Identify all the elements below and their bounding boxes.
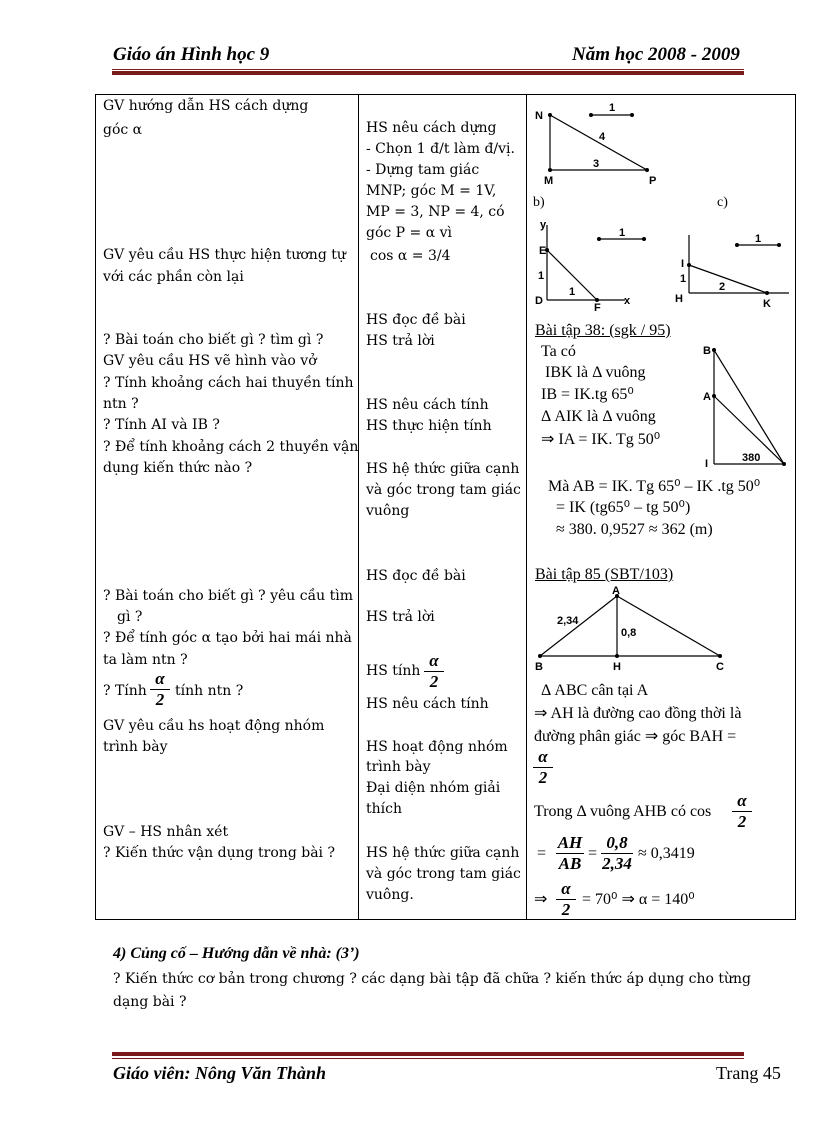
exercise-85-title: Bài tập 85 (SBT/103) [535,566,674,583]
col2-line: HS thực hiện tính [366,418,492,434]
bt38-line: ⇒ IA = IK. Tg 50⁰ [541,431,661,448]
bt85-line: ≈ 0,3419 [638,845,695,862]
exercise-38-figure [698,340,790,470]
label-C: C [716,661,724,673]
bt85-line: ⇒ [534,891,548,908]
col1-line: ? Bài toán cho biết gì ? tìm gì ? [103,332,324,348]
fraction-ah-over-ab: AH AB [557,833,583,873]
section-title: 4) Củng cố – Hướng dẫn về nhà: (3’) [113,945,360,962]
col1-line: GV hướng dẫn HS cách dựng [103,98,309,114]
col1-line: trình bày [103,739,168,755]
label-1: 1 [619,227,626,239]
header-rule-thin [112,69,744,70]
col2-line: - Chọn 1 đ/t làm đ/vị. [366,141,515,157]
section-line: dạng bài ? [113,994,187,1010]
col2-line: Đại diện nhóm giải [366,780,501,796]
col1-line: tính ntn ? [175,683,244,699]
col1-line: ? Tính [103,683,147,699]
label-P: P [649,175,657,187]
label-A: A [703,391,711,403]
col1-line: ? Để tính góc α tạo bởi hai mái nhà [103,630,352,646]
col2-line: thích [366,801,402,817]
bt85-line: Trong Δ vuông AHB có cos [534,803,712,820]
fraction-0-8-over-2-34: 0,8 2,34 [602,833,632,873]
fraction-alpha-over-2: α 2 [424,652,444,691]
col2-line: cos α = 3/4 [370,248,451,264]
col1-line: ? Để tính khoảng cách 2 thuyền vận [103,439,359,455]
label-1: 1 [755,233,762,245]
label-M: M [544,175,554,187]
figure-b-tag: b) [533,195,545,210]
col1-line: ? Kiến thức vận dụng trong bài ? [103,845,335,861]
col2-line: HS trả lời [366,333,435,349]
label-0-8: 0,8 [621,627,637,639]
col-divider-1 [358,94,359,920]
bt85-line: = 70⁰ ⇒ α = 140⁰ [582,891,695,908]
col2-line: góc P = α vì [366,225,453,241]
col2-line: HS hệ thức giữa cạnh [366,845,520,861]
col1-line: dụng kiến thức nào ? [103,460,253,476]
exercise-38-title: Bài tập 38: (sgk / 95) [535,322,671,339]
label-y: y [540,219,547,231]
col2-line: HS nêu cách dựng [366,120,497,136]
col2-line: vuông [366,503,410,519]
col1-line: GV yêu cầu HS thực hiện tương tự [103,247,346,263]
col2-line: HS hệ thức giữa cạnh [366,461,520,477]
col2-line: HS nêu cách tính [366,696,489,712]
col2-line: HS hoạt động nhóm [366,739,508,755]
col2-line: MNP; góc M = 1V, [366,183,497,199]
section-line: ? Kiến thức cơ bản trong chương ? các dạng bài tập đã chữa ? kiến thức áp dụng cho từng [113,971,752,987]
col1-line: với các phần còn lại [103,269,244,285]
col1-line: ta làm ntn ? [103,652,188,668]
header-rule-thick [112,71,744,75]
page-number: Trang 45 [716,1063,781,1083]
label-2-34: 2,34 [557,615,579,627]
label-1: 1 [569,286,576,298]
col1-line: GV yêu cầu hs hoạt động nhóm [103,718,325,734]
bt85-line: = [537,845,547,862]
exercise-85-figure [530,584,730,674]
col1-line: ntn ? [103,396,139,412]
bt85-line: ⇒ AH là đường cao đồng thời là [534,705,742,722]
header-right: Năm học 2008 - 2009 [572,44,740,65]
col2-line: vuông. [366,887,414,903]
fraction-alpha-over-2: α 2 [556,880,576,919]
col1-line: gì ? [117,609,143,625]
label-4: 4 [599,131,606,143]
header-left: Giáo án Hình học 9 [113,44,270,65]
bt38-line: ≈ 380. 0,9527 ≈ 362 (m) [556,521,713,538]
label-H: H [613,661,621,673]
label-E: E [539,245,547,257]
bt38-line: Mà AB = IK. Tg 65⁰ – IK .tg 50⁰ [548,478,761,495]
bt38-line: Ta có [541,343,576,360]
col2-line: HS tính [366,663,421,679]
col2-line: HS nêu cách tính [366,397,489,413]
col2-line: và góc trong tam giác [366,482,521,498]
figure-c-tag: c) [717,195,728,210]
col1-line: ? Tính AI và IB ? [103,417,220,433]
label-x: x [624,295,631,307]
label-380: 380 [742,452,761,464]
footer-rule-thick [112,1052,744,1056]
label-D: D [535,295,543,307]
label-A: A [612,585,620,597]
footer-left: Giáo viên: Nông Văn Thành [113,1063,327,1083]
bt38-line: = IK (tg65⁰ – tg 50⁰) [556,499,691,516]
footer-rule-thin [112,1058,744,1059]
col1-line: ? Bài toán cho biết gì ? yêu cầu tìm [103,588,354,604]
label-B: B [535,661,543,673]
label-K: K [763,298,771,310]
bt38-line: Δ AIK là Δ vuông [541,408,656,425]
label-I: I [681,258,685,270]
col2-line: HS đọc đề bài [366,568,466,584]
col1-line: GV – HS nhân xét [103,824,229,840]
col2-line: HS trả lời [366,609,435,625]
fraction-alpha-over-2: α 2 [533,748,553,787]
label-F: F [594,302,601,314]
fraction-alpha-over-2: α 2 [732,792,752,831]
label-2: 2 [719,281,726,293]
label-1: 1 [609,102,616,114]
col2-line: - Dựng tam giác [366,162,480,178]
col1-line: GV yêu cầu HS vẽ hình vào vở [103,353,317,369]
bt85-line: = [588,845,598,862]
label-3: 3 [593,158,600,170]
label-H: H [675,293,683,305]
label-N: N [535,110,543,122]
label-B: B [703,345,711,357]
fraction-alpha-over-2: α 2 [150,670,170,709]
construction-figures [527,95,795,315]
bt85-line: đường phân giác ⇒ góc BAH = [534,728,737,745]
label-1: 1 [680,273,687,285]
label-I: I [705,458,709,470]
col2-line: và góc trong tam giác [366,866,521,882]
col2-line: HS đọc đề bài [366,312,466,328]
bt38-line: IB = IK.tg 65⁰ [541,386,634,403]
col2-line: MP = 3, NP = 4, có [366,204,505,220]
bt85-line: Δ ABC cân tại A [541,682,649,699]
col1-line: góc α [103,122,143,138]
col1-line: ? Tính khoảng cách hai thuyền tính [103,375,354,391]
col2-line: trình bày [366,759,431,775]
label-1: 1 [538,270,545,282]
bt38-line: IBK là Δ vuông [545,364,646,381]
